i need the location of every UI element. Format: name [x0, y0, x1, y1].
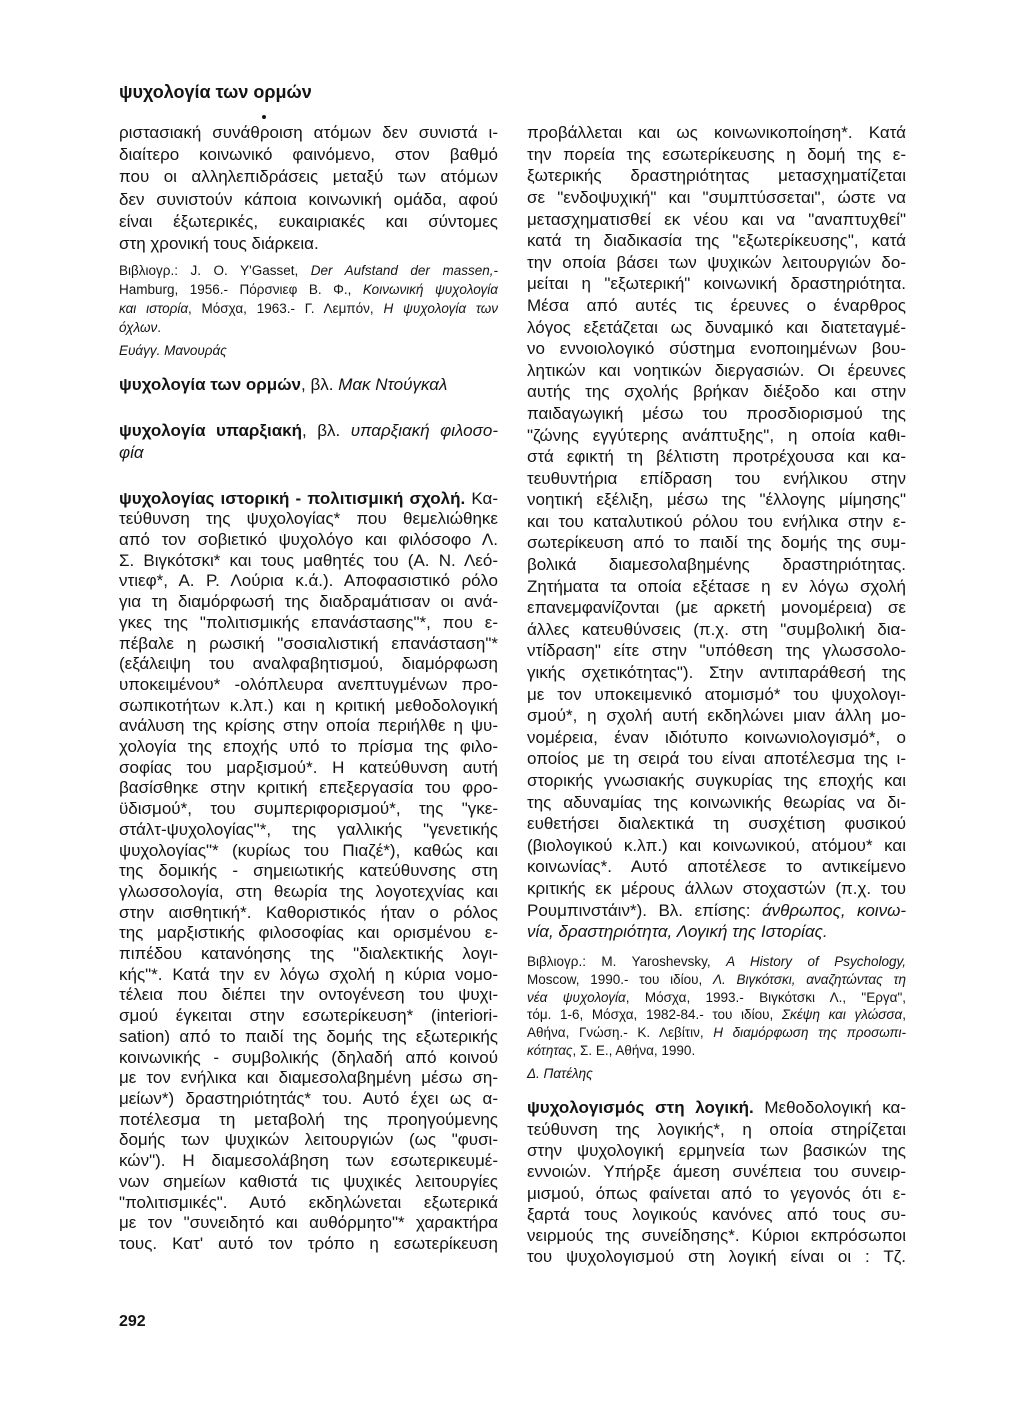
italic-run: όχλων	[119, 319, 158, 335]
text-line: βολικά διαμεσολαβημένης δραστηριότητας.	[527, 555, 906, 575]
text-run: Κα-	[465, 488, 498, 508]
cross-reference-entry-drives	[119, 374, 498, 396]
text-line: (εξάλειψη του αναλφαβητισμού, διαμόρφωση	[119, 654, 498, 674]
text-line: χολογία της εποχής υπό το πρίσμα της φιλο-	[119, 737, 498, 757]
text-line: ποτέλεσμα τη μεταβολή της προηγούμενης	[119, 1109, 498, 1129]
italic-run: νέα ψυχολογία	[527, 989, 626, 1005]
text-line: "πολιτισμικές". Αυτό εκδηλώνεται εξωτερικά	[119, 1192, 498, 1212]
text-line: βασίσθηκε στην κριτική επεξεργασία του φρο-	[119, 778, 498, 798]
text-line: στην ψυχολογική ερμηνεία των βασικών της	[527, 1140, 906, 1160]
text-line: πιπέδου κατανόησης της "διαλεκτικής λογι-	[119, 944, 498, 964]
text-line: (βιολογικού κ.λπ.) και κοινωνικού, ατόμου* και	[527, 835, 906, 855]
text-line: νομέρεια, έναν ιδιότυπο κοινωνιολογισμό*, ο	[527, 727, 906, 747]
text-line: σωπικοτήτων κ.λπ.) και η κριτική μεθοδολογική	[119, 695, 498, 715]
text-line	[119, 299, 498, 318]
text-run: τόμ. 1-6, Μόσχα, 1982-84.- του ιδίου,	[527, 1007, 782, 1023]
text-line: δομής των ψυχικών λειτουργιών (ως "φυσι-	[119, 1130, 498, 1150]
text-line	[527, 1006, 906, 1024]
text-line: τευθυντήρια επίδραση του ενήλικου στην	[527, 468, 906, 488]
text-line: ντιεφ*, Α. Ρ. Λούρια κ.ά.). Αποφασιστικό ρόλο	[119, 571, 498, 591]
text-line: διαίτερο κοινωνικό φαινόμενο, στον βαθμό	[119, 145, 498, 165]
text-run: Hamburg, 1956.- Πόρσνιεφ Β. Φ.,	[119, 281, 363, 297]
text-line: με τον ενήλικα και διαμεσολαβημένη μέσω ση-	[119, 1068, 498, 1088]
text-line: Δ. Πατέλης	[527, 1066, 593, 1081]
text-line: από τον σοβιετικό ψυχολόγο και φιλόσοφο Λ.	[119, 530, 498, 549]
text-run: Moscow, 1990.- του ιδίου,	[527, 971, 713, 987]
text-line: με τον "συνειδητό και αυθόρμητο"* χαρακτήρα	[119, 1213, 498, 1233]
text-line: τους. Κατ' αυτό τον τρόπο η εσωτερίκευση	[119, 1233, 498, 1253]
text-line: κριτικής εκ μέρους άλλων στοχαστών (π.χ. του	[527, 878, 906, 898]
cross-reference-entry-existential	[119, 420, 498, 464]
text-line	[119, 442, 498, 464]
italic-run: Λ. Βιγκότσκι, αναζητώντας τη	[713, 971, 906, 987]
text-line	[527, 900, 906, 922]
headword: ψυχολογία υπαρξιακή	[119, 421, 303, 440]
text-line	[527, 1042, 906, 1060]
text-line: μείων*) δραστηριότητάς* του. Αυτό έχει ως α-	[119, 1088, 498, 1108]
text-line: την οποία βάσει των ψυχικών λειτουργιών δο-	[527, 252, 906, 272]
text-line	[527, 953, 906, 971]
text-line: την πορεία της εσωτερίκευσης η δομή της ε-	[527, 144, 906, 164]
text-line: "ζώνης εγγύτερης ανάπτυξης", η οποία καθι-	[527, 425, 906, 445]
entry-psychologism-in-logic	[527, 1097, 906, 1267]
text-line: νων σημείων καθιστά τις ψυχικές λειτουργίες	[119, 1171, 498, 1191]
text-line: πέβαλε η ρωσική "σοσιαλιστική επανάσταση"*	[119, 633, 498, 653]
text-line: στάλτ-ψυχολογίας"*, της γαλλικής "γενετικής	[119, 819, 498, 839]
right-author-signature	[527, 1065, 906, 1083]
text-run: , Σ. Ε., Αθήνα, 1990.	[572, 1042, 696, 1058]
text-line: σμού*, η σχολή αυτή εκδηλώνει μιαν άλλη μο-	[527, 706, 906, 726]
italic-run: άνθρωπος, κοινω-	[761, 900, 906, 920]
text-line: μισμού, όπως φαίνεται από το γεγονός ότι ε-	[527, 1183, 906, 1203]
text-line: ευθετήσει διαλεκτικά τη συσχέτιση φυσικού	[527, 814, 906, 834]
text-line: ϋδισμού*, του συμπεριφορισμού*, της "γκε-	[119, 799, 498, 819]
text-line: που οι αλληλεπιδράσεις μεταξύ των ατόμων	[119, 167, 498, 187]
text-line: κής"*. Κατά την εν λόγω σχολή η κύρια νομο-	[119, 964, 498, 984]
text-line: είναι έξωτερικές, ευκαιριακές και σύντομες	[119, 211, 498, 231]
text-run: Ρουμπινστάιν*). Βλ. επίσης:	[527, 900, 762, 920]
text-line: τέλεια που διέπει την οντογένεση του ψυχι-	[119, 985, 498, 1005]
text-line	[119, 318, 498, 337]
italic-run: και ιστορία	[119, 300, 189, 316]
text-line: τεύθυνση της λογικής*, η οποία στηρίζεται	[527, 1119, 906, 1139]
text-run: Μεθοδολογική κα-	[753, 1098, 906, 1118]
left-entry-continuation	[119, 122, 498, 255]
text-line: στορικής γνωσιακής συγκυρίας της εποχής και	[527, 771, 906, 790]
text-line: λόγος εξετάζεται ως δυναμικό και διατεταγμέ-	[527, 317, 906, 337]
italic-run: Η ψυχολογία των	[383, 300, 498, 316]
text-run: Αθήνα, Γνώση.- Κ. Λεβίτιν,	[527, 1025, 714, 1041]
italic-run: υπαρξιακή φιλοσο-	[350, 421, 498, 440]
text-line: της μαρξιστικής φιλοσοφίας και ορισμένου ε-	[119, 923, 498, 943]
right-bibliography	[527, 953, 906, 1060]
text-run: , βλ.	[302, 421, 351, 440]
text-line: κών"). Η διαμεσολάβηση των εσωτερικευμέ-	[119, 1151, 498, 1171]
text-line: γικής σχετικότητας"). Στην αντιπαράθεσή της	[527, 663, 906, 683]
text-line	[527, 971, 906, 989]
italic-run: κότητας	[527, 1042, 573, 1058]
text-line	[527, 989, 906, 1007]
text-line: προβάλλεται και ως κοινωνικοποίηση*. Κατά	[527, 123, 906, 143]
running-head: ψυχολογία των ορμών	[119, 82, 312, 102]
entry-cultural-historical-school	[119, 489, 498, 1255]
page-number: 292	[119, 1313, 146, 1330]
left-bibliography	[119, 261, 498, 337]
text-run: , Μόσχα, 1963.- Γ. Λεμπόν,	[188, 300, 384, 316]
text-line: στη χρονική τους διάρκεια.	[119, 234, 319, 254]
text-line: μετασχηματισθεί εκ νέου και να "αναπτυχθεί"	[527, 209, 906, 229]
text-line: της δομικής - σημειωτικής κατεύθυνσης στη	[119, 861, 498, 881]
text-line: sation) από το παιδί της δομής της εξωτερικής	[119, 1026, 498, 1046]
text-line: νειρμούς της συνείδησης*. Κύριοι εκπρόσωποι	[527, 1226, 906, 1246]
text-line: σοφίας του μαρξισμού*. Η κατεύθυνση αυτή	[119, 757, 498, 777]
text-run: Βιβλιογρ.: M. Yaroshevsky,	[527, 954, 727, 969]
italic-run: Κοινωνική ψυχολογία	[362, 281, 498, 297]
italic-run: φία	[119, 443, 144, 462]
headword: ψυχολογίας ιστορική - πολιτισμική σχολή.	[119, 488, 466, 508]
text-line: κοινωνικής - συμβολικής (δηλαδή από κοινού	[119, 1047, 498, 1067]
left-author-signature	[119, 341, 498, 360]
text-run: Βιβλιογρ.: J. O. Y'Gasset,	[119, 262, 311, 278]
text-line: σε "ενδοψυχική" και "συμπτύσσεται", ώστε να	[527, 187, 906, 207]
print-dot-mark	[262, 115, 266, 119]
text-line: και του καταλυτικού ρόλου του ενήλικα στην ε-	[527, 511, 906, 531]
text-line	[119, 420, 498, 442]
text-line	[119, 280, 498, 299]
italic-run: Μακ Ντούγκαλ	[338, 375, 448, 394]
text-line: ανάλυση της κρίσης στην οποία περιήλθε η ψυ-	[119, 716, 498, 736]
text-run: .	[157, 319, 161, 335]
text-line	[119, 261, 498, 280]
text-line: επανεμφανίζονται (με αρκετή μονομέρεια) σε	[527, 598, 906, 618]
text-line: κατά τη διαδικασία της "εξωτερίκευσης", κατά	[527, 231, 906, 251]
right-entry-continuation	[527, 122, 906, 943]
text-line: γλωσσολογία, στη θεωρία της λογοτεχνίας και	[119, 881, 498, 901]
italic-run: νία, δραστηριότητα, Λογική της Ιστορίας.	[527, 922, 828, 942]
text-line: κοινωνίας*. Αυτό αποτέλεσε το αντικείμενο	[527, 857, 906, 877]
text-line: στά εφικτή τη βέλτιστη προτρέχουσα και κα-	[527, 447, 906, 467]
text-line: υποκειμένου* -ολόπλευρα ανεπτυγμένων προ-	[119, 674, 498, 694]
text-line: σωτερίκευση από το παιδί της δομής της συμ-	[527, 533, 906, 553]
text-line	[527, 921, 906, 943]
text-line: δεν συνιστούν κάποια κοινωνική ομάδα, αφού	[119, 189, 498, 209]
italic-run: A History of Psychology,	[726, 954, 906, 969]
text-line: στην αισθητική*. Καθοριστικός ήταν ο ρόλος	[119, 902, 498, 922]
text-line: άλλες κατευθύνσεις (π.χ. στη "συμβολική δια-	[527, 619, 906, 639]
text-line: ντίδραση" είτε στην "υπόθεση της γλωσσολο-	[527, 641, 906, 661]
text-line: Ζητήματα τα οποία εξέτασε η εν λόγω σχολή	[527, 576, 906, 596]
text-line: γκες της "πολιτισμικής επανάστασης"*, που ε-	[119, 612, 498, 632]
text-run: , βλ.	[301, 375, 339, 394]
text-run: ,	[902, 1007, 906, 1023]
headword: ψυχολογία των ορμών	[119, 375, 302, 394]
italic-run: Σκέψη και γλώσσα	[781, 1007, 903, 1023]
text-line	[119, 489, 498, 510]
text-line: με τον υποκειμενικό ατομισμό* του ψυχολογι-	[527, 684, 906, 704]
text-line: μείται η "εξωτερική" κοινωνική δραστηριότητα.	[527, 274, 906, 294]
text-line: ξαρτά τους λογικούς κανόνες από τους συ-	[527, 1204, 906, 1224]
text-line: εννοιών. Υπήρξε άμεση συνέπεια του συνειρ-	[527, 1162, 906, 1182]
text-line: αυτής της σχολής βρήκαν διέξοδο και στην	[527, 382, 906, 402]
text-line: παιδαγωγική μέσω του προσδιορισμού της	[527, 403, 906, 423]
italic-run: Η διαμόρφωση της προσωπι-	[713, 1025, 906, 1041]
text-line: ξωτερικής δραστηριότητας μετασχηματίζεται	[527, 166, 906, 186]
text-line: νοητική εξέλιξη, μέσω της "έλλογης μίμησης"	[527, 490, 906, 510]
text-line: σμού έγκειται στην εσωτερίκευση* (interiori-	[119, 1006, 498, 1026]
text-line: Ευάγγ. Μανουράς	[119, 343, 227, 358]
text-line: νο εννοιολογικό σύστημα ενοποιημένων βου-	[527, 339, 906, 359]
text-line	[527, 1024, 906, 1042]
headword: ψυχολογισμός στη λογική.	[527, 1098, 754, 1118]
text-run: , Μόσχα, 1993.- Βιγκότσκι Λ., "Εργα",	[625, 989, 906, 1005]
text-line: για τη διαμόρφωσή της διαδραμάτισαν οι ανά-	[119, 592, 498, 612]
text-line: ριστασιακή συνάθροιση ατόμων δεν συνιστά ι-	[119, 123, 498, 142]
text-line: οποίος με τη σειρά του είναι αποτέλεσμα της ι-	[527, 749, 906, 769]
text-line: τεύθυνση της ψυχολογίας* που θεμελιώθηκε	[119, 509, 498, 529]
text-line: Σ. Βιγκότσκι* και τους μαθητές του (Α. Ν. Λεό-	[119, 550, 498, 570]
text-line: της αδυναμίας της κοινωνικής θεωρίας να δι-	[527, 792, 906, 812]
text-line: Μέσα από αυτές τις έρευνες ο έναρθρος	[527, 295, 906, 315]
text-line	[527, 1097, 906, 1118]
text-line: λητικών και νοητικών διεργασιών. Οι έρευνες	[527, 360, 906, 380]
text-line: του ψυχολογισμού στη λογική είναι οι : Τζ.	[527, 1247, 906, 1267]
italic-run: Der Aufstand der massen,-	[310, 262, 498, 278]
text-line	[119, 374, 498, 396]
text-line: ψυχολογίας"* (κυρίως του Πιαζέ*), καθώς και	[119, 840, 498, 860]
